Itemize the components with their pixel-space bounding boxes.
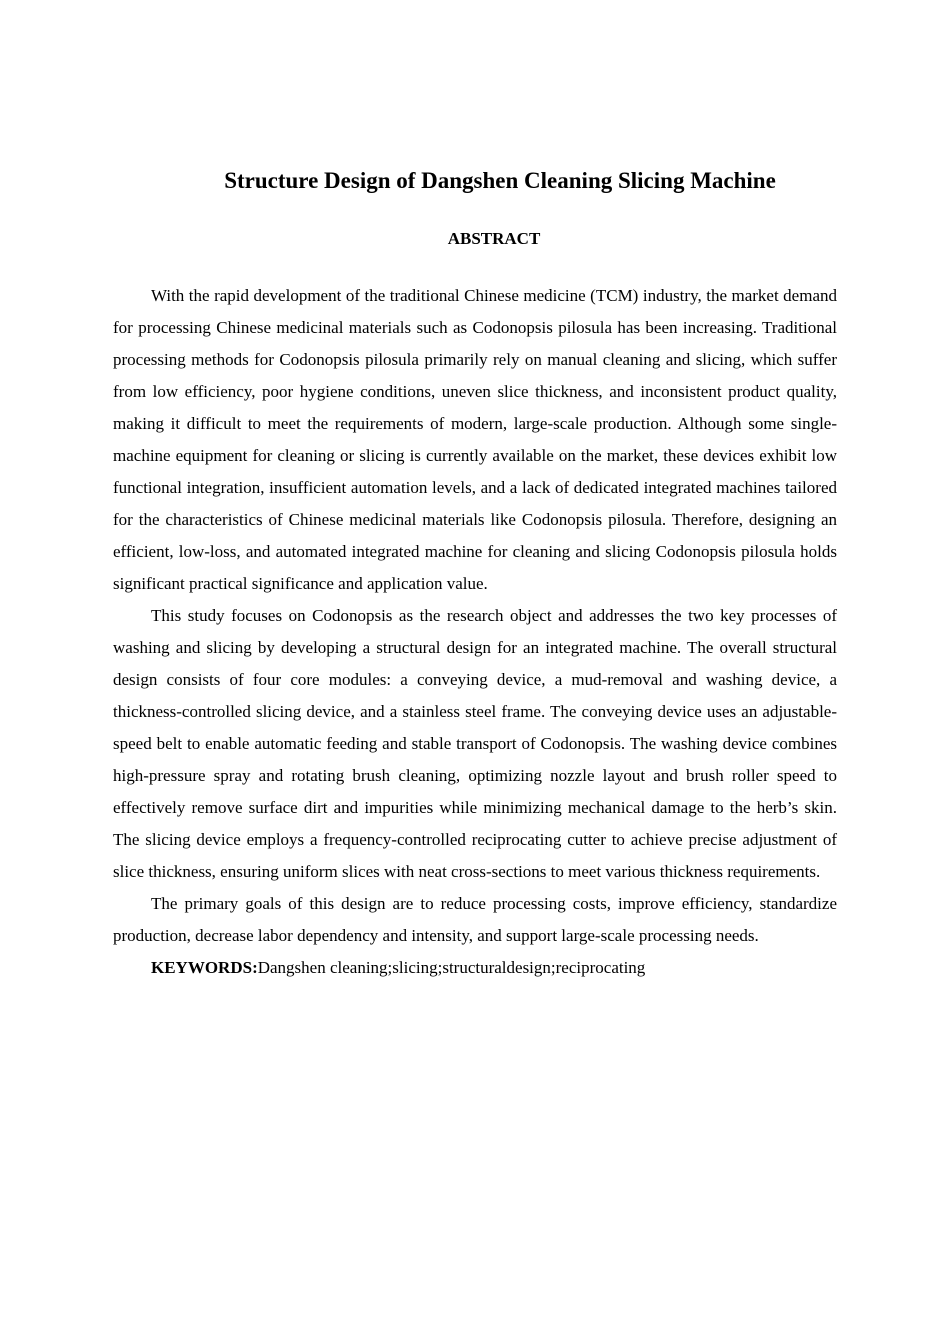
- abstract-heading: ABSTRACT: [447, 229, 541, 248]
- keywords-label: KEYWORDS:: [151, 958, 258, 977]
- keywords-line: [113, 952, 837, 984]
- paper-title: Structure Design of Dangshen Cleaning Slicing Machine: [224, 168, 776, 193]
- abstract-body: [113, 280, 837, 984]
- abstract-paragraph-1: With the rapid development of the traditional Chinese medicine (TCM) industry, the market demand for processing Chinese medicinal materials such as Codonopsis pilosula has been increasing. Traditional processing methods for Codonopsis pilosula primarily rely on manual cleaning and slicing, which suffer from low efficiency, poor hygiene conditions, uneven slice thickness, and inconsistent product quality, making it difficult to meet the requirements of modern, large-scale production. Although some single-machine equipment for cleaning or slicing is currently available on the market, these devices exhibit low functional integration, insufficient automation levels, and a lack of dedicated integrated machines tailored for the characteristics of Chinese medicinal materials like Codonopsis pilosula. Therefore, designing an efficient, low-loss, and automated integrated machine for cleaning and slicing Codonopsis pilosula holds significant practical significance and application value.: [113, 286, 837, 593]
- abstract-paragraph-3: The primary goals of this design are to reduce processing costs, improve efficiency, standardize production, decrease labor dependency and intensity, and support large-scale processing needs.: [113, 894, 837, 945]
- abstract-paragraph-2: This study focuses on Codonopsis as the research object and addresses the two key processes of washing and slicing by developing a structural design for an integrated machine. The overall structural design consists of four core modules: a conveying device, a mud-removal and washing device, a thickness-controlled slicing device, and a stainless steel frame. The conveying device uses an adjustable-speed belt to enable automatic feeding and stable transport of Codonopsis. The washing device combines high-pressure spray and rotating brush cleaning, optimizing nozzle layout and brush roller speed to effectively remove surface dirt and impurities while minimizing mechanical damage to the herb’s skin. The slicing device employs a frequency-controlled reciprocating cutter to achieve precise adjustment of slice thickness, ensuring uniform slices with neat cross-sections to meet various thickness requirements.: [113, 606, 837, 881]
- keywords-text: Dangshen cleaning;slicing;structuraldesign;reciprocating: [257, 958, 646, 977]
